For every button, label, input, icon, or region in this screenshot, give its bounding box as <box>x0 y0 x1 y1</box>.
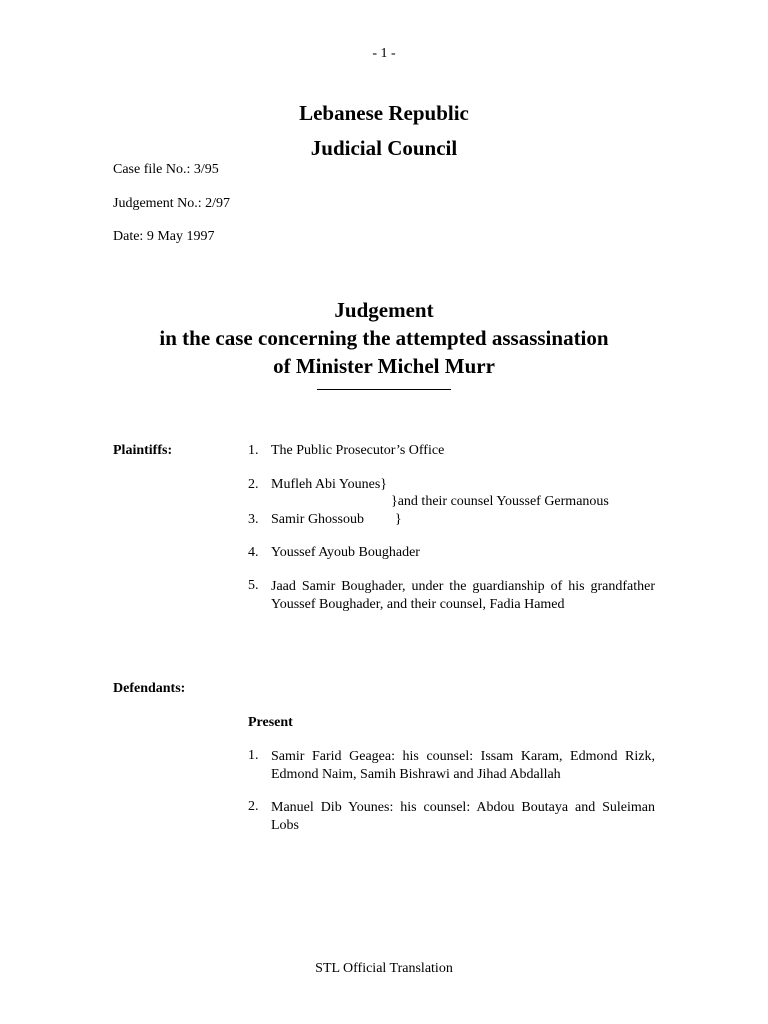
plaintiff-4-number: 4. <box>248 545 259 560</box>
plaintiff-2-number: 2. <box>248 477 259 492</box>
present-label: Present <box>248 715 293 730</box>
judgement-title <box>0 296 768 380</box>
title-divider <box>317 389 451 390</box>
plaintiff-3-number: 3. <box>248 512 259 527</box>
page-number: - 1 - <box>372 46 396 61</box>
defendant-1-text: Samir Farid Geagea: his counsel: Issam Karam, Edmond Rizk, Edmond Naim, Samih Bishrawi and Jihad Abdallah <box>271 749 655 782</box>
defendants-label: Defendants: <box>113 681 186 696</box>
plaintiff-3-name: Samir Ghossoub <box>271 512 364 527</box>
plaintiff-1-name: The Public Prosecutor’s Office <box>271 443 445 458</box>
plaintiff-5-name: Jaad Samir Boughader, under the guardianship of his grandfather Youssef Boughader, and their counsel, Fadia Hamed <box>271 579 655 612</box>
judgement-title-line1: Judgement <box>334 298 434 322</box>
header-republic: Lebanese Republic <box>299 101 469 125</box>
plaintiffs-counsel-germanous: }and their counsel Youssef Germanous <box>391 494 609 509</box>
header-council: Judicial Council <box>310 136 458 160</box>
defendant-1-number: 1. <box>248 748 259 763</box>
defendant-2-number: 2. <box>248 799 259 814</box>
judgement-title-line3: of Minister Michel Murr <box>273 354 495 378</box>
case-file-number: Case file No.: 3/95 <box>113 162 219 177</box>
plaintiffs-label: Plaintiffs: <box>113 443 173 458</box>
plaintiff-4-name: Youssef Ayoub Boughader <box>271 545 420 560</box>
plaintiff-2-name: Mufleh Abi Younes} <box>271 477 388 492</box>
defendant-2-text: Manuel Dib Younes: his counsel: Abdou Boutaya and Suleiman Lobs <box>271 800 655 833</box>
plaintiff-3-brace: } <box>395 512 402 527</box>
judgement-number: Judgement No.: 2/97 <box>113 196 231 211</box>
plaintiff-1-number: 1. <box>248 443 259 458</box>
judgement-title-line2: in the case concerning the attempted assassination <box>159 326 609 350</box>
plaintiff-5-number: 5. <box>248 578 259 593</box>
footer-translation-note: STL Official Translation <box>315 961 453 976</box>
judgement-date: Date: 9 May 1997 <box>113 229 215 244</box>
